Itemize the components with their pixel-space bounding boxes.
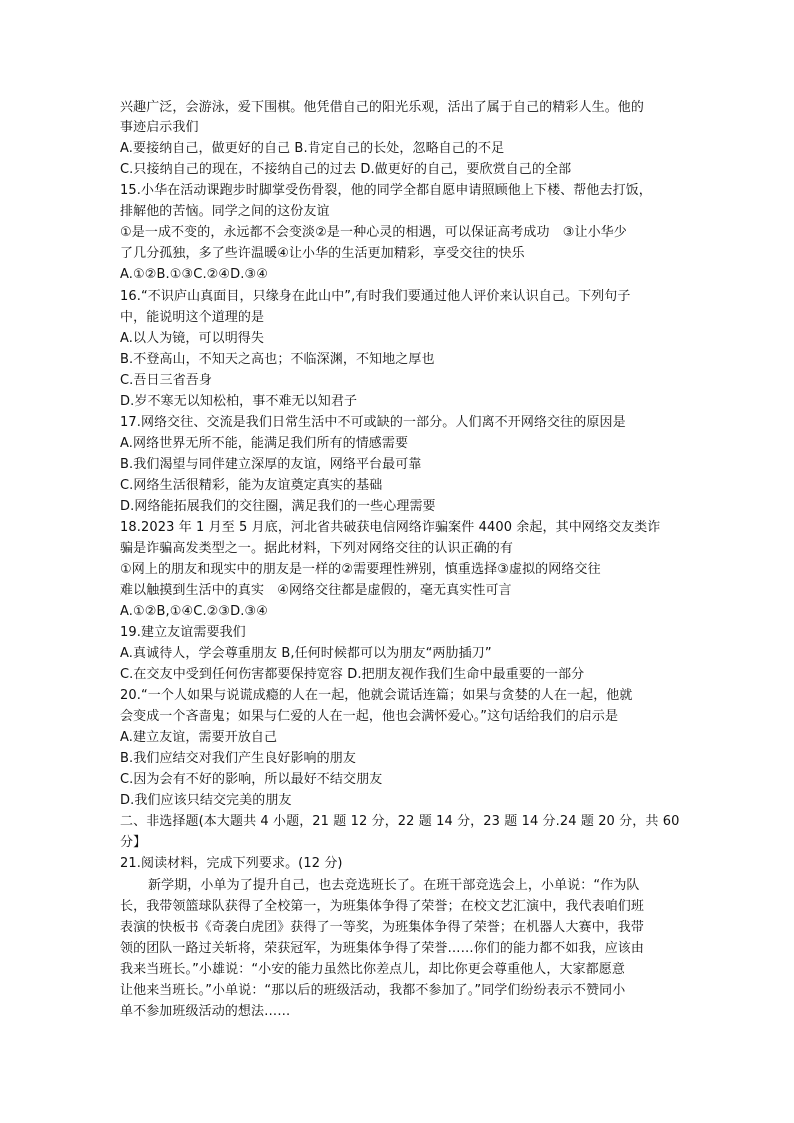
question-15: 15.小华在活动课跑步时脚掌受伤骨裂，他的同学全都自愿申请照顾他上下楼、帮他去打饭，	[120, 183, 652, 198]
option-line: C.吾日三省吾身	[120, 373, 213, 388]
question-20: 20.“一个人如果与说谎成瘾的人在一起，他就会谎话连篇；如果与贪婪的人在一起，他就	[120, 688, 633, 703]
text-line: 兴趣广泛，会游泳，爱下围棋。他凭借自己的阳光乐观，活出了属于自己的精彩人生。他的	[120, 100, 645, 115]
option-line: A.建立友谊，需要开放自己	[120, 730, 278, 745]
paragraph-line: 让他来当班长。”小单说：“那以后的班级活动，我都不参加了。”同学们纷纷表示不赞同小	[120, 983, 626, 998]
option-line: A.①②B,①④C.②③D.③④	[120, 604, 269, 619]
question-19: 19.建立友谊需要我们	[120, 625, 246, 640]
text-line: ①是一成不变的，永远都不会变淡②是一种心灵的相遇，可以保证高考成功 ③让小华少	[120, 225, 627, 240]
paragraph-line: 领的团队一路过关斩将，荣获冠军，为班集体争得了荣誉……你们的能力都不如我，应该由	[120, 941, 645, 956]
text-line: 骗是诈骗高发类型之一。据此材料，下列对网络交往的认识正确的有	[120, 541, 514, 556]
option-line: A.①②B.①③C.②④D.③④	[120, 267, 269, 282]
option-line: A.网络世界无所不能，能满足我们所有的情感需要	[120, 436, 409, 451]
section-heading: 分】	[120, 835, 147, 850]
paragraph-line: 长，我带领篮球队获得了全校第一，为班集体争得了荣誉；在校文艺汇演中，我代表咱们班	[120, 899, 645, 914]
option-line: D.岁不寒无以知松柏，事不难无以知君子	[120, 394, 358, 409]
option-line: C.网络生活很精彩，能为友谊奠定真实的基础	[120, 478, 383, 493]
option-line: B.我们渴望与同伴建立深厚的友谊，网络平台最可靠	[120, 457, 422, 472]
option-line: A.要接纳自己，做更好的自己 B.肯定自己的长处，忽略自己的不足	[120, 141, 505, 156]
option-line: A.以人为镜，可以明得失	[120, 331, 264, 346]
paragraph-line: 单不参加班级活动的想法……	[120, 1004, 291, 1019]
option-line: D.我们应该只结交完美的朋友	[120, 793, 292, 808]
paragraph-line: 表演的快板书《奇袭白虎团》获得了一等奖，为班集体争得了荣誉；在机器人大赛中，我带	[120, 920, 645, 935]
question-21: 21.阅读材料，完成下列要求。(12 分)	[120, 856, 343, 871]
paragraph-line: 我来当班长。”小雄说：“小安的能力虽然比你差点儿，却比你更会尊重他人，大家都愿意	[120, 962, 625, 977]
option-line: A.真诚待人，学会尊重朋友 B,任何时候都可以为朋友“两肋插刀”	[120, 646, 492, 661]
option-line: B.我们应结交对我们产生良好影响的朋友	[120, 751, 356, 766]
text-line: 事迹启示我们	[120, 120, 199, 135]
question-17: 17.网络交往、交流是我们日常生活中不可或缺的一部分。人们离不开网络交往的原因是	[120, 415, 626, 430]
option-line: C.因为会有不好的影响，所以最好不结交朋友	[120, 772, 383, 787]
option-line: C.在交友中受到任何伤害都要保持宽容 D.把朋友视作我们生命中最重要的一部分	[120, 667, 585, 682]
text-line: 了几分孤独，多了些许温暖④让小华的生活更加精彩，享受交往的快乐	[120, 246, 525, 261]
option-line: D.网络能拓展我们的交往圈，满足我们的一些心理需要	[120, 499, 436, 514]
text-line: ①网上的朋友和现实中的朋友是一样的②需要理性辨别，慎重选择③虚拟的网络交往	[120, 562, 601, 577]
text-line: 难以触摸到生活中的真实 ④网络交往都是虚假的，毫无真实性可言	[120, 583, 512, 598]
option-line: C.只接纳自己的现在，不接纳自己的过去 D.做更好的自己，要欣赏自己的全部	[120, 162, 572, 177]
option-line: B.不登高山，不知天之高也；不临深渊，不知地之厚也	[120, 352, 435, 367]
question-18: 18.2023 年 1 月至 5 月底，河北省共破获电信网络诈骗案件 4400 余起，其中网络交友类诈	[120, 520, 661, 535]
paragraph-line: 新学期，小单为了提升自己，也去竞选班长了。在班干部竞选会上，小单说：“作为队	[148, 878, 640, 893]
question-16: 16.“不识庐山真面目，只缘身在此山中”,有时我们要通过他人评价来认识自己。下列句子	[120, 289, 631, 304]
text-line: 排解他的苦恼。同学之间的这份友谊	[120, 204, 330, 219]
text-line: 中，能说明这个道理的是	[120, 310, 265, 325]
text-line: 会变成一个吝啬鬼；如果与仁爱的人在一起，他也会满怀爱心。”这句话给我们的启示是	[120, 709, 619, 724]
section-heading: 二、非选择题(本大题共 4 小题，21 题 12 分，22 题 14 分，23 题 14 分.24 题 20 分，共 60	[120, 814, 680, 829]
